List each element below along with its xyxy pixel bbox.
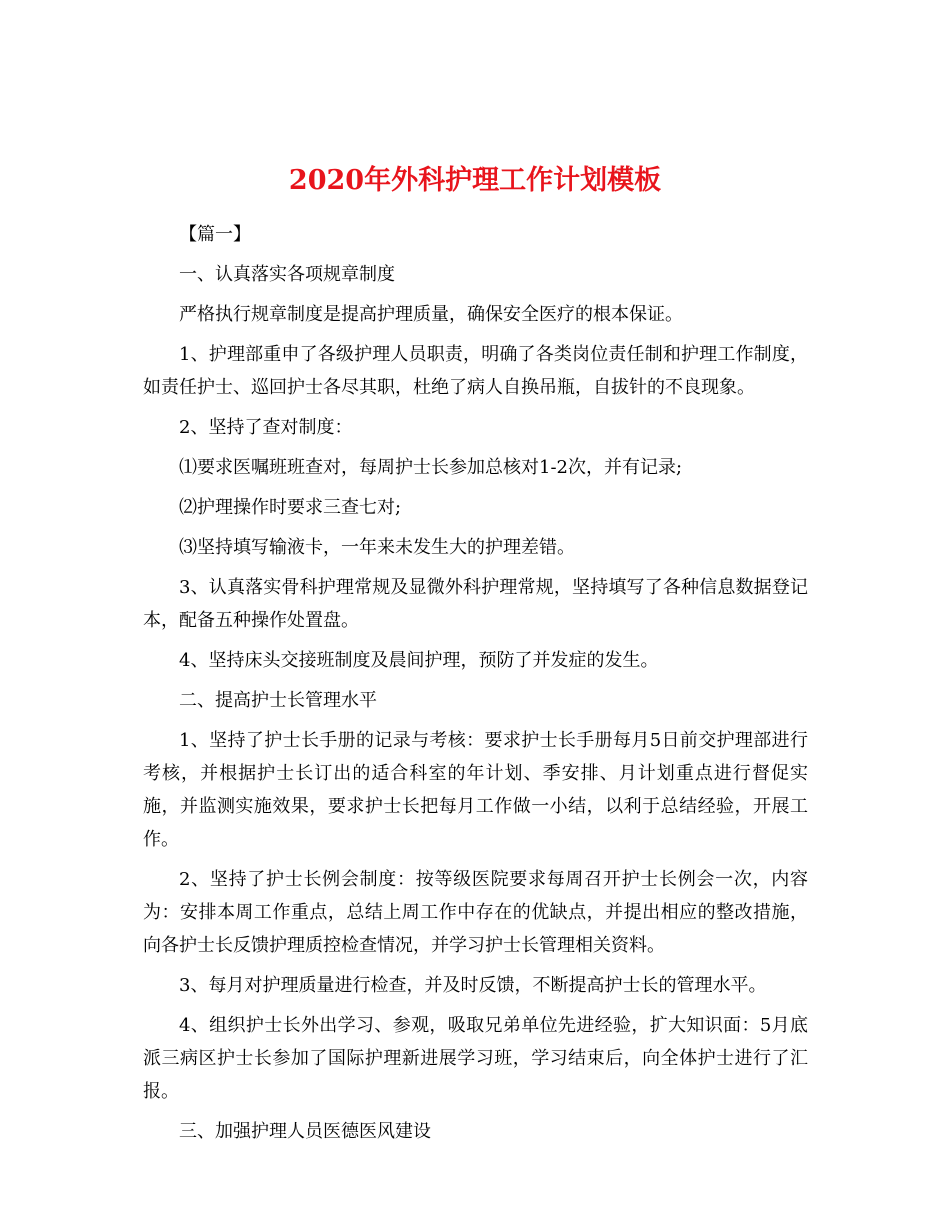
body-paragraph: 4、坚持床头交接班制度及晨间护理，预防了并发症的发生。 [179, 650, 659, 671]
list-item: ⑶坚持填写输液卡，一年来未发生大的护理差错。 [179, 537, 575, 558]
section-heading-3: 三、加强护理人员医德医风建设 [179, 1121, 431, 1142]
section-heading-1: 一、认真落实各项规章制度 [179, 264, 395, 285]
body-paragraph: 2、坚持了护士长例会制度：按等级医院要求每周召开护士长例会一次，内容为：安排本周工作重点，总结上周工作中存在的优缺点，并提出相应的整改措施，向各护士长反馈护理质控检查情况，并学习护士长管理相关资料。 [143, 869, 808, 956]
section-label: 【篇一】 [179, 224, 251, 245]
document-title: 2020年外科护理工作计划模板 [288, 165, 662, 197]
body-paragraph: 2、坚持了查对制度： [179, 417, 353, 438]
list-item: ⑴要求医嘱班班查对，每周护士长参加总核对1-2次，并有记录; [179, 457, 683, 478]
body-paragraph: 3、认真落实骨科护理常规及显微外科护理常规，坚持填写了各种信息数据登记本，配备五种操作处置盘。 [143, 577, 808, 631]
section-heading-2: 二、提高护士长管理水平 [179, 690, 377, 711]
body-paragraph: 1、坚持了护士长手册的记录与考核：要求护士长手册每月5日前交护理部进行考核，并根据护士长订出的适合科室的年计划、季安排、月计划重点进行督促实施，并监测实施效果，要求护士长把每月工作做一小结，以利于总结经验，开展工作。 [143, 730, 808, 850]
body-paragraph: 严格执行规章制度是提高护理质量，确保安全医疗的根本保证。 [179, 304, 683, 325]
body-paragraph: 4、组织护士长外出学习、参观，吸取兄弟单位先进经验，扩大知识面：5月底派三病区护士长参加了国际护理新进展学习班，学习结束后，向全体护士进行了汇报。 [143, 1015, 808, 1102]
list-item: ⑵护理操作时要求三查七对; [179, 497, 402, 518]
body-paragraph: 1、护理部重申了各级护理人员职责，明确了各类岗位责任制和护理工作制度，如责任护士、巡回护士各尽其职，杜绝了病人自换吊瓶，自拔针的不良现象。 [143, 344, 808, 398]
body-paragraph: 3、每月对护理质量进行检查，并及时反馈，不断提高护士长的管理水平。 [179, 975, 767, 996]
document-body [143, 218, 808, 1155]
